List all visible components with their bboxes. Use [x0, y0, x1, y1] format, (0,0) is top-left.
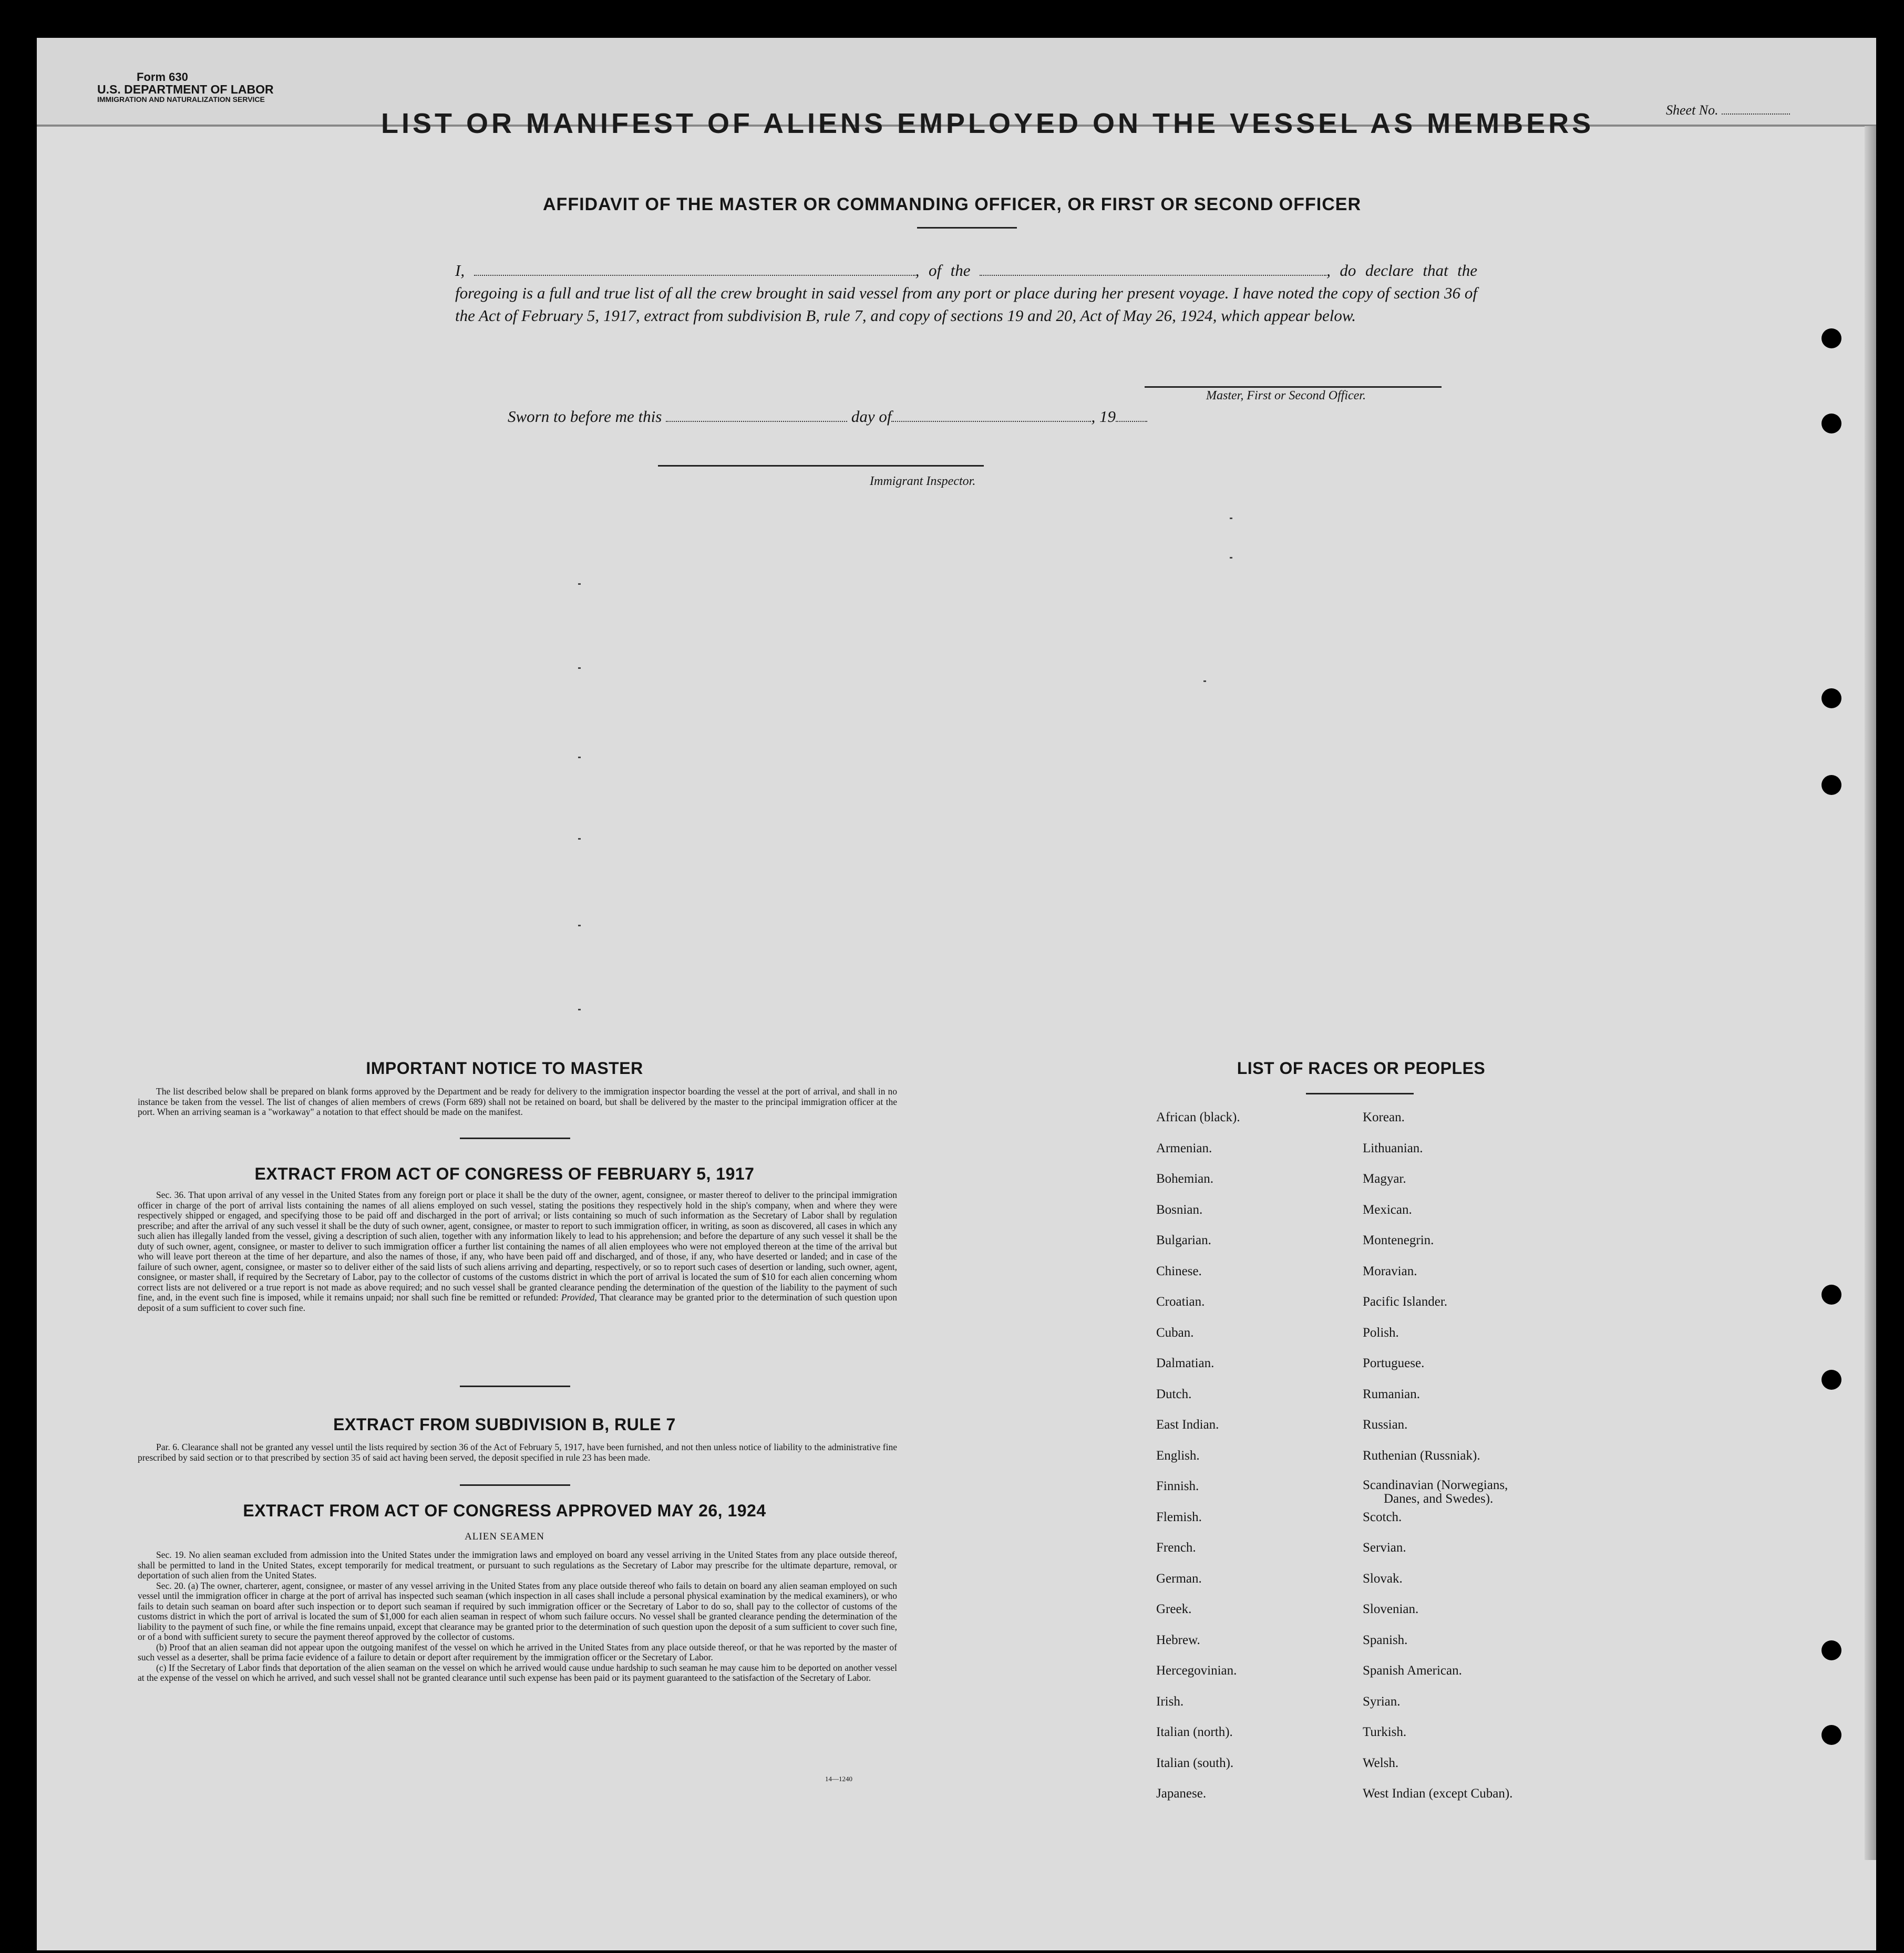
scan-speck	[578, 925, 581, 926]
race-item: Turkish.	[1363, 1725, 1407, 1739]
race-item: Italian (north).	[1156, 1725, 1233, 1739]
race-item: Armenian.	[1156, 1141, 1212, 1155]
section-20b-text: (b) Proof that an alien seaman did not appear upon the outgoing manifest of the vessel on which he arrived in the United States from any place outside thereof, or that he was reported by the master of such vessel as a deserter, shall be prima facie evidence of a failure to detain or deport after requirement by the immigration officer or the Secretary of Labor.	[138, 1641, 897, 1662]
extract-1917-text	[138, 1190, 897, 1313]
scan-speck	[578, 583, 581, 585]
race-item: Spanish.	[1363, 1632, 1408, 1647]
race-item: West Indian (except Cuban).	[1363, 1786, 1513, 1801]
race-item: East Indian.	[1156, 1418, 1219, 1432]
sworn-prefix: Sworn to before me this	[508, 407, 662, 426]
extract-1924-text	[138, 1550, 897, 1683]
extract-1924-title: EXTRACT FROM ACT OF CONGRESS APPROVED MAY 26, 1924	[243, 1501, 766, 1520]
race-item: Dutch.	[1156, 1387, 1192, 1401]
race-item: Syrian.	[1363, 1694, 1401, 1709]
races-right-column	[1363, 1110, 1573, 1817]
race-item	[1363, 1479, 1573, 1510]
print-code: 14—1240	[825, 1775, 852, 1783]
notice-text	[138, 1087, 897, 1118]
race-item: Hebrew.	[1156, 1632, 1200, 1647]
race-item: English.	[1156, 1448, 1200, 1463]
race-item: Chinese.	[1156, 1264, 1202, 1278]
race-item: Japanese.	[1156, 1786, 1207, 1801]
race-item-line: Scandinavian (Norwegians,	[1363, 1478, 1508, 1492]
race-item: Irish.	[1156, 1694, 1184, 1709]
sworn-month-blank[interactable]	[891, 407, 1091, 422]
race-item: African (black).	[1156, 1110, 1240, 1124]
race-item: Mexican.	[1363, 1202, 1412, 1217]
race-item: Bosnian.	[1156, 1202, 1203, 1217]
punch-hole	[1821, 1725, 1841, 1745]
notice-title: IMPORTANT NOTICE TO MASTER	[366, 1059, 643, 1078]
section-20c-text: (c) If the Secretary of Labor finds that deportation of the alien seaman on the vessel on which he arrived would cause undue hardship to such seaman he may cause him to be deported on another vessel at the expense of the vessel on which he arrived, and such vessel shall not be granted clearance until such expense has been paid or its payment guaranteed to the satisfaction of the Secretary of Labor.	[138, 1662, 897, 1683]
notice-paragraph: The list described below shall be prepared on blank forms approved by the Department and be ready for delivery to the immigration inspector boarding the vessel at the port of arrival, and shall in no instance be taken from the vessel. The list of changes of alien members of crews (Form 689) shall not be retained on board, but shall be delivered by the master to the principal immigration officer at the port. When an arriving seaman is a "workaway" a notation to that effect should be made on the manifest.	[138, 1086, 897, 1117]
punch-hole	[1821, 775, 1841, 795]
divider	[1306, 1093, 1414, 1094]
race-item: Scotch.	[1363, 1510, 1402, 1524]
race-item: Polish.	[1363, 1325, 1399, 1340]
affidavit-text: that the foregoing is a full and true list of all the crew brought in said vessel from any port or place during her present voyage. I have noted the copy of section 36 of the Act of February 5, 1917, extract from subdivision B, rule 7, and copy of sections 19 and 20, Act of May 26, 1924, which appear below.	[455, 261, 1477, 325]
department-name: U.S. DEPARTMENT OF LABOR	[97, 82, 274, 97]
race-item: Rumanian.	[1363, 1387, 1421, 1401]
scan-speck	[578, 838, 581, 840]
scan-speck	[578, 667, 581, 669]
race-item: Italian (south).	[1156, 1755, 1234, 1770]
race-item: Montenegrin.	[1363, 1233, 1434, 1247]
divider	[460, 1138, 570, 1139]
race-item: Ruthenian (Russniak).	[1363, 1448, 1480, 1463]
race-item: Russian.	[1363, 1418, 1408, 1432]
race-item: Welsh.	[1363, 1755, 1399, 1770]
race-item: German.	[1156, 1571, 1202, 1586]
proviso-text: That clearance may be granted prior to the determination of such question upon deposit of a sum sufficient to cover such fine.	[138, 1292, 898, 1313]
punch-hole	[1821, 1285, 1841, 1305]
divider	[460, 1386, 570, 1387]
sworn-year-prefix: , 19	[1091, 407, 1116, 426]
form-number: Form 630	[137, 70, 188, 84]
vessel-name-blank[interactable]	[980, 261, 1326, 276]
affidavit-i: I,	[455, 261, 465, 280]
sworn-day-of: day of	[851, 407, 892, 426]
service-name: IMMIGRATION AND NATURALIZATION SERVICE	[97, 95, 265, 104]
punch-hole	[1821, 328, 1841, 348]
rule-7-paragraph: Par. 6. Clearance shall not be granted any vessel until the lists required by section 36 of the Act of February 5, 1917, have been furnished, and not then unless notice of liability to the administrative fine prescribed by said section or to that prescribed by section 35 of said act having been served, the deposit specified in rule 23 has been made.	[138, 1442, 897, 1463]
race-item: Portuguese.	[1363, 1356, 1425, 1370]
race-item: Greek.	[1156, 1602, 1192, 1616]
race-item: French.	[1156, 1541, 1196, 1555]
race-item: Servian.	[1363, 1541, 1406, 1555]
scan-speck	[1203, 680, 1206, 682]
sworn-day-blank[interactable]	[666, 407, 847, 422]
race-item-line: Danes, and Swedes).	[1384, 1492, 1494, 1506]
divider	[460, 1484, 570, 1486]
inspector-label: Immigrant Inspector.	[870, 474, 976, 488]
sworn-line	[508, 407, 1147, 426]
scan-speck	[1230, 518, 1232, 519]
signature-label: Master, First or Second Officer.	[1206, 389, 1366, 402]
race-item: Lithuanian.	[1363, 1141, 1423, 1155]
race-item: Pacific Islander.	[1363, 1295, 1448, 1309]
sworn-year-blank[interactable]	[1116, 407, 1147, 422]
section-36-text: That upon arrival of any vessel in the United States from any foreign port or place it shall be the duty of the owner, agent, consignee, or master thereof to deliver to the principal immigration officer in charge of the port of arrival lists containing the names of all aliens employed on such vessel, stating the positions they respectively hold in the ship's company, when and where they were respectively shipped or engaged, and specifying those to be paid off and discharged in the port of arrival; or lists containing so much of such information as the Secretary of Labor shall by regulation prescribe; and after the arrival of any such vessel it shall be the duty of such owner, agent, consignee, or master to report to such immigration officer, in writing, as soon as discovered, all cases in which any such alien has illegally landed from the vessel, giving a description of such alien, together with any information likely to lead to his apprehension; and before the departure of any such vessel it shall be the duty of such owner, agent, consignee, or master to deliver to such immigration officer a further list containing the names of all alien employees who were not employed thereon at the time of the arrival but who will leave port thereon at the time of her departure, and also the names of those, if any, who have been paid off and discharged, and of those, if any, who have deserted or landed; and in case of the failure of such owner, agent, consignee, or master so to deliver either of the said lists of such aliens arriving and departing, respectively, or so to report such cases of desertion or landing, such owner, agent, consignee, or master shall, if required by the Secretary of Labor, pay to the collector of customs of the customs district in which the port of arrival is located the sum of $10 for each alien concerning whom correct lists are not delivered or a true report is not made as above required; and no such vessel shall be granted clearance pending the determination of the question of the liability to the payment of such fine, and, in the event such fine is imposed, while it remains unpaid; nor shall such fine be remitted or refunded:	[138, 1190, 897, 1303]
extract-1917-title: EXTRACT FROM ACT OF CONGRESS OF FEBRUARY 5, 1917	[254, 1164, 755, 1183]
punch-hole	[1821, 414, 1841, 433]
rule-7-text	[138, 1442, 897, 1463]
race-item: Flemish.	[1156, 1510, 1202, 1524]
races-left-column	[1156, 1110, 1366, 1817]
sheet-label: Sheet No.	[1666, 102, 1718, 118]
race-item: Korean.	[1363, 1110, 1405, 1124]
sheet-number-blank[interactable]	[1722, 113, 1790, 115]
race-item: Hercegovinian.	[1156, 1663, 1237, 1678]
race-item: Bulgarian.	[1156, 1233, 1211, 1247]
race-item: Bohemian.	[1156, 1172, 1214, 1186]
affidavit-title: AFFIDAVIT OF THE MASTER OR COMMANDING OFFICER, OR FIRST OR SECOND OFFICER	[543, 194, 1361, 214]
race-item: Slovak.	[1363, 1571, 1403, 1586]
section-19-text: Sec. 19. No alien seaman excluded from admission into the United States under the immigration laws and employed on board any vessel arriving in the United States from any place outside thereof, shall be permitted to land in the United States, except temporarily for medical treatment, or pursuant to such regulations as the Secretary of Labor may prescribe for the ultimate departure, removal, or deportation of such alien from the United States.	[138, 1549, 897, 1580]
signature-line[interactable]	[1145, 386, 1442, 388]
section-20a-text: Sec. 20. (a) The owner, charterer, agent, consignee, or master of any vessel arriving in the United States from any place outside thereof who fails to detain on board any alien seaman employed on such vessel until the immigration officer in charge at the port of arrival has inspected such seaman (which inspection in all cases shall include a personal physical examination by the medical examiners), or who fails to detain such seaman on board after such inspection or to deport such seaman if required by such immigration officer or the Secretary of Labor to do so, shall pay to the collector of customs of the customs district in which the port of arrival is located the sum of $1,000 for each alien seaman in respect of whom such failure occurs. No vessel shall be granted clearance pending the determination of the liability to the payment of such fine, or while the fine remains unpaid, except that clearance may be granted prior to the determination of such question upon the deposit of a sum sufficient to cover such fine, or of a bond with sufficient surety to secure the payment thereof approved by the collector of customs.	[138, 1580, 897, 1642]
sheet-number-field[interactable]	[1666, 102, 1790, 118]
page-edge	[1865, 126, 1876, 1860]
punch-hole	[1821, 1370, 1841, 1390]
scan-speck	[1230, 557, 1232, 559]
affidavit-of-the: , of the	[915, 261, 971, 280]
alien-seamen-subtitle: ALIEN SEAMEN	[465, 1531, 544, 1542]
rule-7-title: EXTRACT FROM SUBDIVISION B, RULE 7	[333, 1415, 676, 1434]
races-title: LIST OF RACES OR PEOPLES	[1237, 1059, 1486, 1078]
master-name-blank[interactable]	[474, 261, 915, 276]
inspector-signature-line[interactable]	[658, 465, 984, 467]
race-item: Croatian.	[1156, 1295, 1205, 1309]
scan-speck	[578, 757, 581, 758]
section-36-label: Sec. 36.	[156, 1190, 186, 1200]
punch-hole	[1821, 1640, 1841, 1660]
scan-speck	[578, 1009, 581, 1010]
race-item: Cuban.	[1156, 1325, 1194, 1340]
race-item: Finnish.	[1156, 1479, 1199, 1493]
manifest-title-partial	[381, 108, 1594, 122]
race-item: Slovenian.	[1363, 1602, 1419, 1616]
affidavit-body	[455, 259, 1477, 327]
race-item: Magyar.	[1363, 1172, 1406, 1186]
race-item: Moravian.	[1363, 1264, 1417, 1278]
divider	[917, 227, 1017, 229]
punch-hole	[1821, 688, 1841, 708]
form-header	[97, 71, 274, 104]
race-item: Spanish American.	[1363, 1663, 1462, 1678]
proviso-label: Provided,	[561, 1292, 597, 1303]
affidavit-declare: , do declare	[1326, 261, 1414, 280]
race-item: Dalmatian.	[1156, 1356, 1215, 1370]
